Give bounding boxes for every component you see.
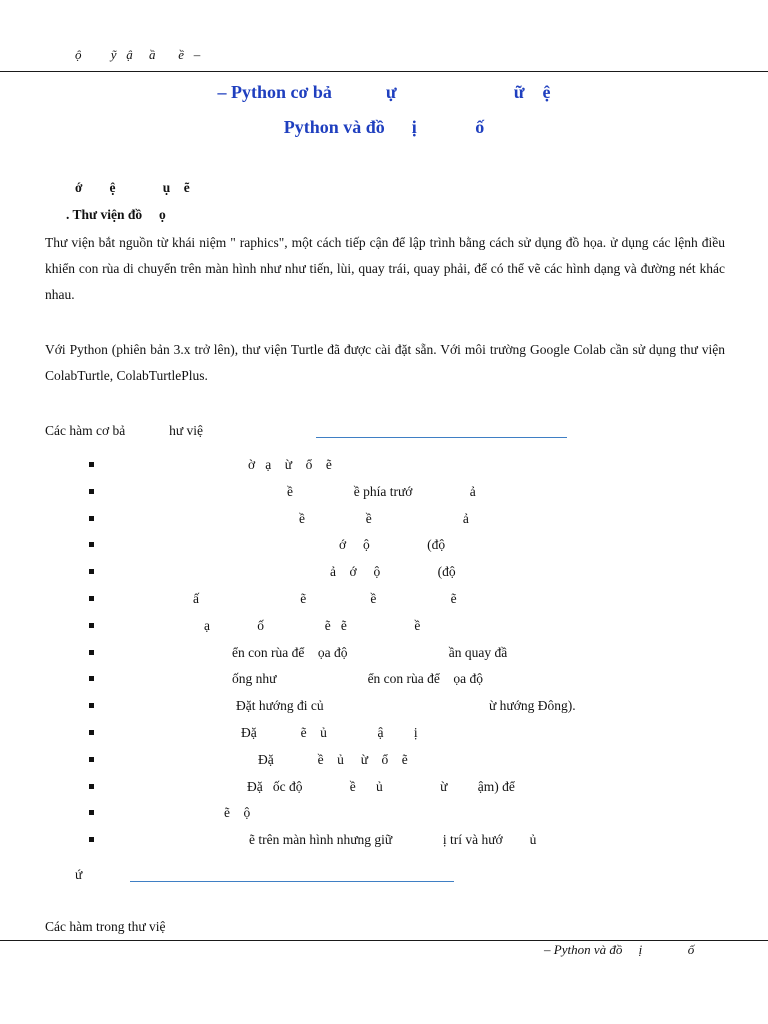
list-item-text: Đặ ề ủ ừ ổ ẽ (258, 751, 408, 767)
basic-functions-link[interactable] (316, 437, 567, 438)
basic-functions-label: Các hàm cơ bả hư việ (45, 423, 204, 438)
list-item-text: Đặt hướng đi củ ừ hướng Đông). (236, 698, 576, 714)
bullet-icon (88, 613, 94, 640)
bullet-icon (88, 640, 94, 667)
list-item (88, 479, 728, 506)
list-item-text: ả ớ ộ (độ (330, 564, 456, 580)
paragraph-intro: Thư viện bắt nguồn từ khái niệm " raphics", một cách tiếp cận để lập trình bằng cách sử dụng đồ họa. ử dụng các lệnh điều khiển con rùa di chuyển trên màn hình như như tiến, lùi, quay trái, quay phải, để có thể vẽ các hình dạng và đường nét khác nhau. (45, 235, 725, 302)
list-item (88, 666, 728, 693)
functions-in-library-label: Các hàm trong thư việ (45, 919, 166, 934)
bullet-icon (88, 774, 94, 801)
list-item (88, 827, 728, 854)
bullet-icon (88, 800, 94, 827)
list-item (88, 774, 728, 801)
bullet-icon (88, 506, 94, 533)
bullet-icon (88, 693, 94, 720)
section-heading: . Thư viện đồ ọ (66, 207, 166, 222)
list-item-text: ờ ạ ừ ổ ẽ (248, 457, 332, 472)
list-item-text: ớ ộ (độ (339, 537, 446, 553)
list-item (88, 506, 728, 533)
list-item-text: Đặ ốc độ ề ủ ừ ậm) để (247, 778, 515, 794)
list-item (88, 452, 728, 479)
list-item-text: ạ ố ẽ ẽ ề (204, 617, 421, 633)
list-item (88, 747, 728, 774)
list-item-text: ề ề ả (299, 510, 469, 526)
list-item-text: ẽ ộ (224, 805, 251, 821)
example-label: ứ (75, 867, 83, 882)
list-item (88, 640, 728, 667)
list-item (88, 720, 728, 747)
list-item (88, 559, 728, 586)
paragraph-python-version: Với Python (phiên bản 3.x trở lên), thư viện Turtle đã được cài đặt sẵn. Với môi trường Google Colab cần sử dụng thư viện ColabTurtle, ColabTurtlePlus. (45, 342, 725, 383)
list-item-text: ấ ẽ ề ẽ (193, 590, 457, 606)
bullet-icon (88, 532, 94, 559)
list-item-text: ề ề phía trướ ả (287, 483, 476, 499)
document-title-line2: Python và đồ ị ố (283, 117, 485, 137)
document-title-line1: – Python cơ bả ự ữ ệ (217, 82, 551, 102)
list-item (88, 532, 728, 559)
list-item (88, 613, 728, 640)
bullet-icon (88, 720, 94, 747)
list-item (88, 586, 728, 613)
list-item (88, 693, 728, 720)
section-subtitle: ớ ệ ụ ẽ (75, 180, 190, 195)
list-item (88, 800, 728, 827)
page-footer: – Python và đồ ị ố (544, 942, 695, 957)
bullet-icon (88, 586, 94, 613)
list-item-text: Đặ ẽ ủ ậ ị (241, 724, 418, 740)
example-link[interactable] (130, 881, 454, 882)
bullet-icon (88, 559, 94, 586)
bullet-icon (88, 666, 94, 693)
bullet-icon (88, 452, 94, 479)
bullet-icon (88, 827, 94, 854)
footer-rule (0, 940, 768, 941)
functions-list (88, 452, 728, 854)
header-rule (0, 71, 768, 72)
list-item-text: ẽ trên màn hình nhưng giữ ị trí và hướ ủ (249, 832, 537, 848)
list-item-text: ển con rùa để ọa độ ần quay đầ (232, 644, 508, 660)
page-header: ộ ỹ ậ ầ ề – (75, 47, 201, 62)
bullet-icon (88, 479, 94, 506)
list-item-text: ống như ển con rùa để ọa độ (232, 671, 484, 687)
bullet-icon (88, 747, 94, 774)
